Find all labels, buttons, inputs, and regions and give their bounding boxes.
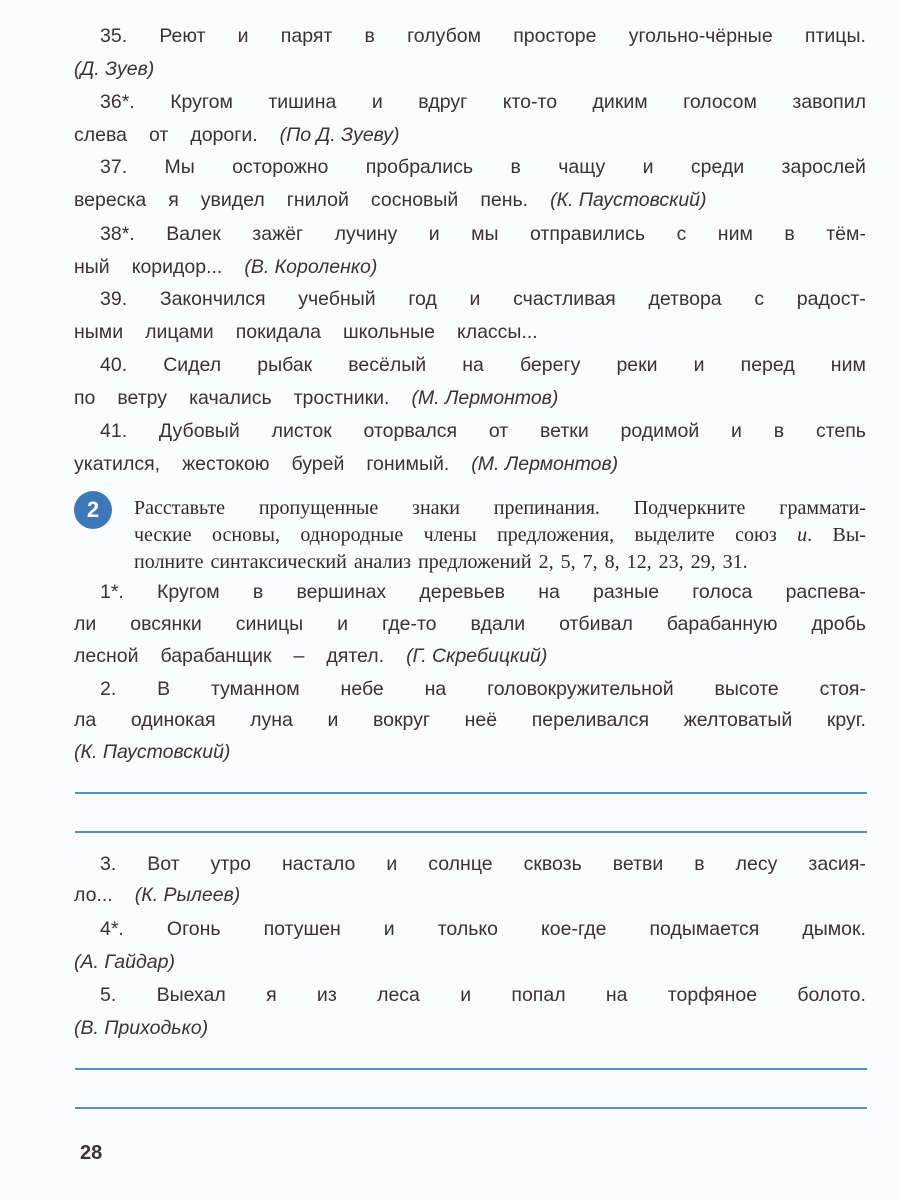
word: овсянки	[130, 613, 202, 635]
word: гнилой	[286, 189, 349, 211]
word: ческие	[134, 524, 192, 546]
word: Расставьте	[134, 497, 226, 519]
word: болото.	[797, 984, 866, 1006]
word: весёлый	[348, 354, 427, 376]
word: солнце	[428, 853, 493, 875]
word: и	[469, 288, 481, 310]
word: –	[293, 645, 305, 667]
word: Вы-	[832, 524, 866, 546]
word: в	[694, 853, 705, 875]
word: где-то	[382, 613, 437, 635]
sentence-first-line	[100, 287, 866, 311]
word: Дубовый	[158, 420, 240, 442]
word: реки	[616, 354, 658, 376]
sentence-line	[74, 644, 866, 668]
word: диким	[592, 91, 648, 113]
word: ним	[830, 354, 866, 376]
word: сквозь	[523, 853, 582, 875]
sentence-line	[74, 883, 866, 907]
word: предложений	[418, 551, 532, 573]
sentence-line	[74, 320, 866, 344]
word: и	[337, 613, 349, 635]
word: вершинах	[296, 581, 387, 603]
word: и	[693, 354, 705, 376]
sentence-first-line	[100, 677, 866, 701]
word: дороги.	[190, 124, 258, 146]
author-line	[74, 1016, 866, 1040]
word: и.	[797, 524, 813, 546]
sentence-line	[74, 123, 866, 147]
word: 8,	[604, 551, 620, 573]
sentence-first-line	[100, 353, 866, 377]
word: от	[148, 124, 169, 146]
sentence-first-line	[100, 419, 866, 443]
word: торфяное	[667, 984, 758, 1006]
word: переливался	[531, 709, 650, 731]
word: пень.	[480, 189, 529, 211]
word: в	[510, 156, 521, 178]
author-attribution: (В. Приходько)	[74, 1017, 209, 1039]
word: предложения,	[497, 524, 615, 546]
word: Мы	[164, 156, 195, 178]
word: барабанную	[666, 613, 778, 635]
sentence-number: 38*.	[100, 223, 135, 245]
word: В	[157, 678, 171, 700]
word: и	[383, 918, 395, 940]
word: вокруг	[373, 709, 431, 731]
author-line	[74, 57, 866, 81]
word: слева	[74, 124, 127, 146]
word: небе	[340, 678, 384, 700]
sentence-number: 41.	[100, 420, 128, 442]
word: Сидел	[163, 354, 222, 376]
word: в	[252, 581, 264, 603]
word: круг.	[826, 709, 866, 731]
word: Реют	[159, 25, 206, 47]
word: коридор...	[131, 256, 223, 278]
word: и	[237, 25, 249, 47]
word: голосом	[683, 91, 757, 113]
word: пропущенные	[258, 497, 379, 519]
task-instruction-line	[134, 523, 866, 547]
word: ный	[74, 256, 110, 278]
word: полните	[134, 551, 204, 573]
word: лесу	[735, 853, 778, 875]
word: граммати-	[779, 497, 866, 519]
word: члены	[423, 524, 477, 546]
word: дятел.	[326, 645, 385, 667]
word: счастливая	[513, 288, 616, 310]
sentence-first-line	[100, 983, 866, 1007]
word: разные	[593, 581, 660, 603]
word: среди	[690, 156, 745, 178]
word: ли	[74, 613, 97, 635]
word: птицы.	[804, 25, 866, 47]
sentence-first-line	[100, 580, 866, 604]
author-attribution: (А. Гайдар)	[74, 951, 175, 973]
word: только	[437, 918, 498, 940]
word: ными	[74, 321, 124, 343]
word: анализ	[353, 551, 412, 573]
word: настало	[282, 853, 356, 875]
word: голоса	[692, 581, 753, 603]
word: дымок.	[802, 918, 866, 940]
word: ла	[74, 709, 97, 731]
word: на	[462, 354, 484, 376]
word: Кругом	[157, 581, 220, 603]
sentence-number: 39.	[100, 288, 128, 310]
word: дробь	[811, 613, 866, 635]
word: и	[371, 91, 383, 113]
word: в	[364, 25, 375, 47]
word: вереска	[74, 189, 147, 211]
word: ветви	[612, 853, 664, 875]
word: детвора	[648, 288, 722, 310]
word: выделите	[634, 524, 715, 546]
word: сосновый	[370, 189, 459, 211]
word: и	[460, 984, 472, 1006]
word: учебный	[298, 288, 376, 310]
word: луна	[250, 709, 293, 731]
author-attribution: (По Д. Зуеву)	[279, 124, 400, 146]
sentence-first-line	[100, 155, 866, 179]
word: зажёг	[252, 223, 304, 245]
word: тишина	[268, 91, 337, 113]
word: рыбак	[257, 354, 313, 376]
word: голубом	[407, 25, 481, 47]
word: распева-	[785, 581, 866, 603]
sentence-first-line	[100, 852, 866, 876]
author-attribution: (К. Рылеев)	[134, 884, 241, 906]
word: 31.	[722, 551, 748, 573]
word: просторе	[513, 25, 597, 47]
word: гонимый.	[366, 453, 450, 475]
word: туманном	[210, 678, 300, 700]
word: по	[74, 387, 96, 409]
sentence-line	[74, 386, 866, 410]
word: отбивал	[559, 613, 633, 635]
word: на	[605, 984, 628, 1006]
word: Выехал	[156, 984, 226, 1006]
word: берегу	[519, 354, 581, 376]
word: кое-где	[541, 918, 607, 940]
word: классы...	[456, 321, 538, 343]
word: на	[424, 678, 447, 700]
word: с	[676, 223, 687, 245]
word: в	[784, 223, 795, 245]
word: высоте	[714, 678, 779, 700]
word: засия-	[808, 853, 866, 875]
word: я	[266, 984, 277, 1006]
page-number: 28	[80, 1142, 103, 1164]
answer-line[interactable]	[75, 1068, 867, 1070]
task-instruction-line	[134, 550, 866, 574]
word: неё	[464, 709, 498, 731]
sentence-first-line	[100, 90, 866, 114]
word: ним	[717, 223, 753, 245]
word: радост-	[796, 288, 866, 310]
word: 12,	[626, 551, 652, 573]
word: я	[168, 189, 179, 211]
sentence-line	[74, 612, 866, 636]
answer-line[interactable]	[75, 792, 867, 794]
word: 5,	[560, 551, 576, 573]
word: потушен	[263, 918, 341, 940]
word: барабанщик	[160, 645, 272, 667]
word: парят	[280, 25, 333, 47]
word: стоя-	[819, 678, 866, 700]
word: Закончился	[159, 288, 266, 310]
word: зарослей	[781, 156, 866, 178]
word: жестокою	[182, 453, 270, 475]
word: оторвался	[363, 420, 458, 442]
author-attribution: (В. Короленко)	[244, 256, 378, 278]
sentence-number: 37.	[100, 156, 128, 178]
word: и	[327, 709, 339, 731]
word: с	[754, 288, 765, 310]
word: степь	[815, 420, 866, 442]
word: и	[731, 420, 742, 442]
word: 23,	[658, 551, 684, 573]
word: 2,	[538, 551, 554, 573]
word: лучину	[334, 223, 398, 245]
word: завопил	[792, 91, 866, 113]
sentence-line	[74, 452, 866, 476]
sentence-line	[74, 708, 866, 732]
word: ветки	[540, 420, 589, 442]
word: бурей	[291, 453, 345, 475]
answer-line[interactable]	[75, 1107, 867, 1109]
word: Валек	[166, 223, 221, 245]
author-line	[74, 740, 866, 764]
word: и	[386, 853, 398, 875]
word: Кругом	[170, 91, 233, 113]
task-instruction-line	[134, 496, 866, 520]
sentence-first-line	[100, 917, 866, 941]
author-attribution: (К. Паустовский)	[550, 189, 707, 211]
word: ветру	[117, 387, 168, 409]
word: Подчеркните	[633, 497, 746, 519]
sentence-number: 2.	[100, 678, 117, 700]
word: в	[773, 420, 785, 442]
answer-line[interactable]	[75, 831, 867, 833]
word: увидел	[200, 189, 265, 211]
word: год	[408, 288, 437, 310]
word: ло...	[74, 884, 113, 906]
sentence-first-line	[100, 222, 866, 246]
author-attribution: (К. Паустовский)	[74, 741, 231, 763]
sentence-line	[74, 188, 866, 212]
sentence-number: 1*.	[100, 581, 124, 603]
word: от	[488, 420, 509, 442]
word: пробрались	[365, 156, 474, 178]
word: угольно-чёрные	[628, 25, 773, 47]
word: леса	[377, 984, 420, 1006]
word: вдали	[470, 613, 526, 635]
author-line	[74, 950, 866, 974]
author-attribution: (Д. Зуев)	[74, 58, 155, 80]
word: однородные	[300, 524, 404, 546]
word: мы	[471, 223, 499, 245]
word: укатился,	[74, 453, 161, 475]
word: школьные	[342, 321, 435, 343]
word: перед	[740, 354, 795, 376]
word: 29,	[690, 551, 716, 573]
word: листок	[271, 420, 332, 442]
sentence-first-line	[100, 24, 866, 48]
word: чащу	[558, 156, 606, 178]
sentence-number: 5.	[100, 984, 117, 1006]
word: кто-то	[502, 91, 558, 113]
sentence-number: 4*.	[100, 918, 124, 940]
author-attribution: (М. Лермонтов)	[471, 453, 619, 475]
word: тём-	[826, 223, 866, 245]
word: 7,	[582, 551, 598, 573]
word: деревьев	[419, 581, 506, 603]
sentence-number: 40.	[100, 354, 128, 376]
sentence-line	[74, 255, 866, 279]
word: лицами	[145, 321, 214, 343]
word: попал	[511, 984, 566, 1006]
word: и	[642, 156, 654, 178]
word: вдруг	[418, 91, 468, 113]
word: головокружительной	[487, 678, 674, 700]
word: отправились	[530, 223, 646, 245]
word: родимой	[620, 420, 700, 442]
word: подымается	[649, 918, 760, 940]
word: лесной	[74, 645, 139, 667]
word: на	[538, 581, 560, 603]
word: синицы	[235, 613, 304, 635]
word: Вот	[147, 853, 180, 875]
word: препинания.	[493, 497, 600, 519]
word: основы,	[211, 524, 280, 546]
word: тростники.	[293, 387, 390, 409]
word: утро	[210, 853, 251, 875]
word: синтаксический	[210, 551, 347, 573]
sentence-number: 3.	[100, 853, 117, 875]
word: одинокая	[130, 709, 216, 731]
sentence-number: 35.	[100, 25, 128, 47]
word: и	[428, 223, 440, 245]
word: желтоватый	[683, 709, 793, 731]
word: союз	[735, 524, 777, 546]
task-number-badge: 2	[74, 491, 112, 529]
word: покидала	[235, 321, 321, 343]
word: Огонь	[166, 918, 221, 940]
word: качались	[189, 387, 272, 409]
author-attribution: (М. Лермонтов)	[411, 387, 559, 409]
sentence-number: 36*.	[100, 91, 135, 113]
author-attribution: (Г. Скребицкий)	[406, 645, 548, 667]
word: осторожно	[232, 156, 329, 178]
word: знаки	[412, 497, 460, 519]
word: из	[316, 984, 337, 1006]
